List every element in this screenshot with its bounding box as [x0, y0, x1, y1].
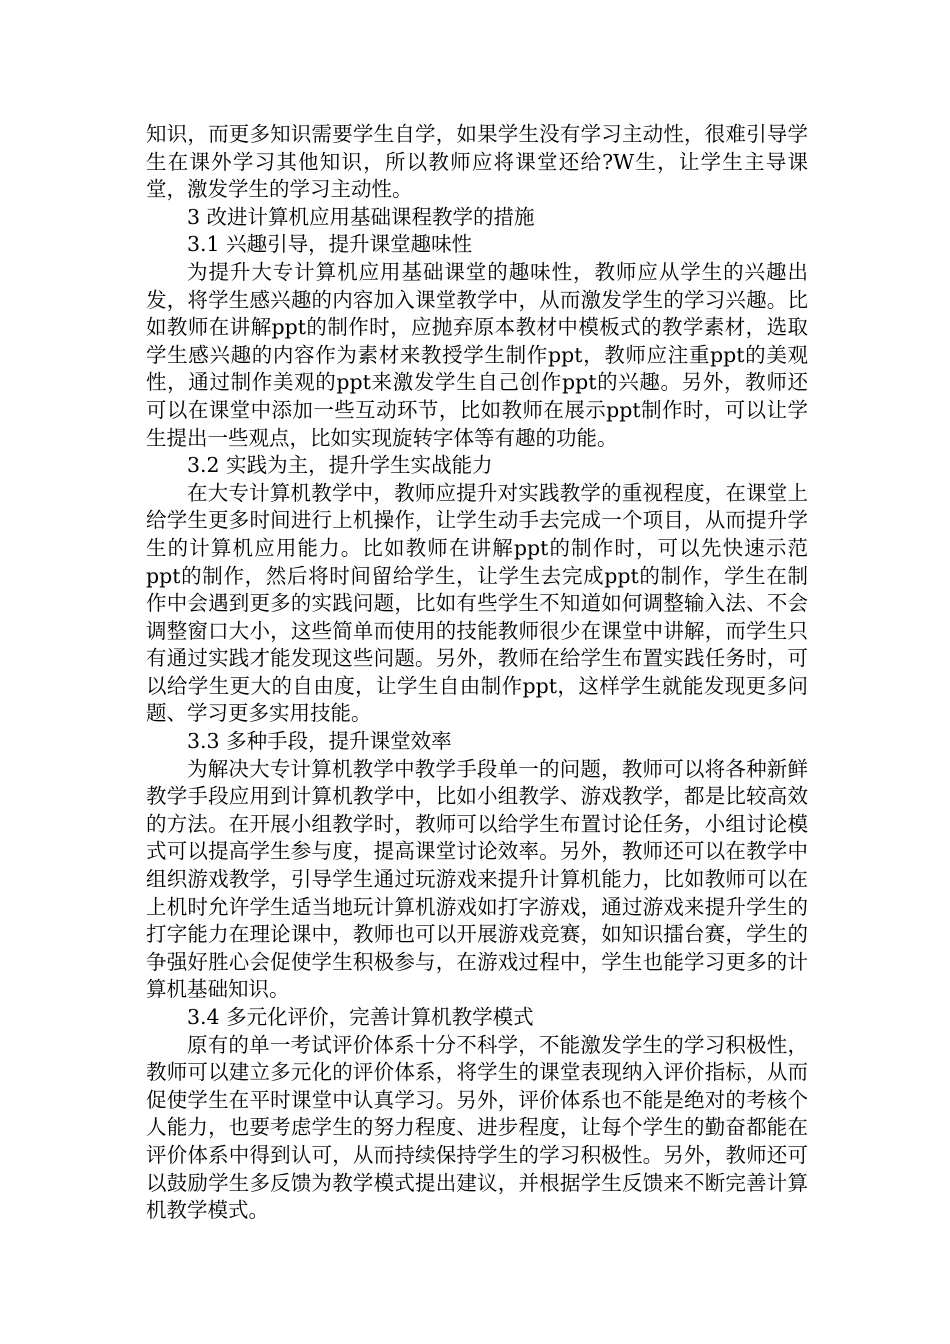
- section-3-1-heading: 3.1 兴趣引导，提升课堂趣味性: [187, 232, 473, 257]
- section-3-2-paragraph: 在大专计算机教学中，教师应提升对实践教学的重视程度，在课堂上给学生更多时间进行上机操作，让学生动手去完成一个项目，从而提升学生的计算机应用能力。比如教师在讲解ppt的制作时，可以先快速示范ppt的制作，然后将时间留给学生，让学生去完成ppt的制作，学生在制作中会遇到更多的实践问题，比如有些学生不知道如何调整输入法、不会调整窗口大小，这些简单而使用的技能教师很少在课堂中讲解，而学生只有通过实践才能发现这些问题。另外，教师在给学生布置实践任务时，可以给学生更大的自由度，让学生自由制作ppt，这样学生就能发现更多问题、学习更多实用技能。: [146, 480, 808, 726]
- section-3-3-heading: 3.3 多种手段，提升课堂效率: [187, 729, 452, 754]
- section-3-2-heading: 3.2 实践为主，提升学生实战能力: [187, 453, 493, 478]
- section-3-3-paragraph: 为解决大专计算机教学中教学手段单一的问题，教师可以将各种新鲜教学手段应用到计算机教学中，比如小组教学、游戏教学，都是比较高效的方法。在开展小组教学时，教师可以给学生布置讨论任务，小组讨论模式可以提高学生参与度，提高课堂讨论效率。另外，教师还可以在教学中组织游戏教学，引导学生通过玩游戏来提升计算机能力，比如教师可以在上机时允许学生适当地玩计算机游戏如打字游戏，通过游戏来提升学生的打字能力在理论课中，教师也可以开展游戏竞赛，如知识擂台赛，学生的争强好胜心会促使学生积极参与，在游戏过程中，学生也能学习更多的计算机基础知识。: [146, 756, 808, 1002]
- section-3-heading: 3 改进计算机应用基础课程教学的措施: [187, 204, 535, 229]
- section-3-4-paragraph: 原有的单一考试评价体系十分不科学，不能激发学生的学习积极性，教师可以建立多元化的评价体系，将学生的课堂表现纳入评价指标，从而促使学生在平时课堂中认真学习。另外，评价体系也不能是绝对的考核个人能力，也要考虑学生的努力程度、进步程度，让每个学生的勤奋都能在评价体系中得到认可，从而持续保持学生的学习积极性。另外，教师还可以鼓励学生多反馈为教学模式提出建议，并根据学生反馈来不断完善计算机教学模式。: [146, 1032, 808, 1223]
- section-3-4-heading: 3.4 多元化评价，完善计算机教学模式: [187, 1005, 534, 1029]
- document-page: [146, 121, 808, 1225]
- intro-paragraph: 知识，而更多知识需要学生自学，如果学生没有学习主动性，很难引导学生在课外学习其他知识，所以教师应将课堂还给?W生，让学生主导课堂，激发学生的学习主动性。: [146, 122, 808, 202]
- section-3-1-paragraph: 为提升大专计算机应用基础课堂的趣味性，教师应从学生的兴趣出发，将学生感兴趣的内容加入课堂教学中，从而激发学生的学习兴趣。比如教师在讲解ppt的制作时，应抛弃原本教材中模板式的教学素材，选取学生感兴趣的内容作为素材来教授学生制作ppt，教师应注重ppt的美观性，通过制作美观的ppt来激发学生自己创作ppt的兴趣。另外，教师还可以在课堂中添加一些互动环节，比如教师在展示ppt制作时，可以让学生提出一些观点，比如实现旋转字体等有趣的功能。: [146, 259, 808, 450]
